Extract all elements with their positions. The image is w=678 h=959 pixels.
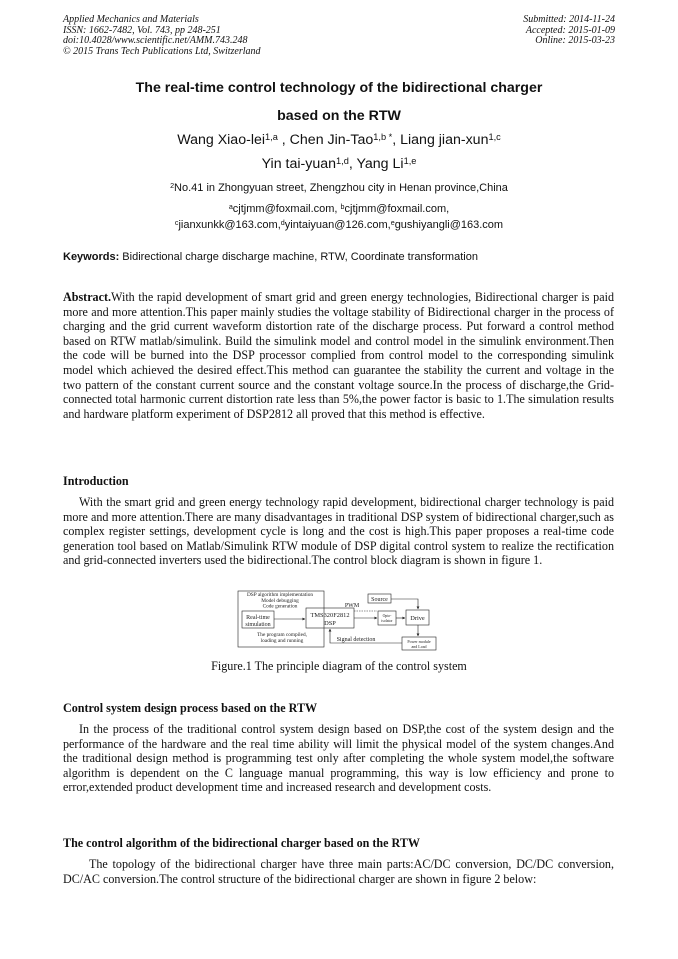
email-text: jianxunkk@163.com, bbox=[178, 219, 281, 231]
fig-label: PWM bbox=[344, 603, 360, 609]
fig-label: loading and running bbox=[260, 638, 304, 644]
date-accepted: Accepted: 2015-01-09 bbox=[525, 24, 615, 36]
author-sup: 1,d bbox=[336, 155, 349, 166]
arrow-source-to-drive bbox=[391, 599, 418, 609]
section-heading-control-design: Control system design process based on the RTW bbox=[63, 701, 318, 715]
control-design-text: In the process of the traditional control system design based on DSP,the cost of the system design and the performance of the hardware and the real time ability will limit the physical model of the system changes.And the traditional design method is programming test only after completing the whole system model,the software algorithm is dependent on the C language manual programming, this way is low efficiency and prone to error,extended product development time and increased research and development costs. bbox=[63, 722, 614, 795]
journal-name: Applied Mechanics and Materials bbox=[63, 14, 199, 25]
email-sup: d bbox=[280, 218, 285, 227]
journal-info bbox=[63, 15, 261, 57]
paper-title-line1: The real-time control technology of the bidirectional charger bbox=[135, 80, 543, 96]
keywords-text: Bidirectional charge discharge machine, RTW, Coordinate transformation bbox=[119, 251, 478, 263]
fig-label: DSP algorithm implementation bbox=[246, 592, 314, 598]
journal-copyright: © 2015 Trans Tech Publications Ltd, Switzerland bbox=[63, 45, 261, 57]
fig-label: isolator bbox=[381, 619, 393, 623]
paper-title-line2: based on the RTW bbox=[277, 108, 401, 124]
fig-label: Real-time bbox=[246, 615, 270, 621]
fig-label: Opto- bbox=[382, 614, 392, 618]
email-text: cjtjmm@foxmail.com, bbox=[344, 203, 450, 215]
section-heading-introduction: Introduction bbox=[63, 474, 129, 488]
emails-line2 bbox=[63, 219, 615, 231]
fig-label: Power module bbox=[407, 639, 431, 644]
keywords-label: Keywords: bbox=[63, 251, 120, 263]
email-sup: e bbox=[390, 218, 395, 227]
email-sup: a bbox=[228, 202, 233, 211]
fig-label: Drive bbox=[410, 615, 425, 622]
fig-label: DSP bbox=[324, 620, 336, 627]
author-sup: 1,b * bbox=[373, 131, 393, 142]
abstract-text: With the rapid development of smart grid and green energy technologies, Bidirectional charger is paid more and more attention.This paper mainly studies the voltage stability of Bidirectional charger in the process of charging and the grid current waveform distortion rate of the discharge process. Put forward a control method based on RTW matlab/simulink. Build the simulink model and control model in the simulink environment.Then the code will be burned into the DSP processor complied from control model to the corresponding simulink model which achieved the desired effect.This method can guarantee the stability the current and voltage in the two pattern of the constant current source and the constant voltage source.In the process of discharge,the Grid-connected total harmonic current distortion rate less than 5%,the power factor is basic to 1.The simulation results and hardware platform experiment of DSP2812 all proved that this method is effective. bbox=[63, 290, 614, 421]
fig-label: Signal detection bbox=[336, 637, 376, 643]
authors-line2 bbox=[63, 156, 615, 172]
author-sep: , bbox=[392, 132, 401, 148]
author-sep: , bbox=[277, 132, 290, 148]
control-algorithm-text: The topology of the bidirectional charger have three main parts:AC/DC conversion, DC/DC conversion, DC/AC conversion.The control structure of the bidirectional charger are shown in figure 2 below: bbox=[63, 857, 614, 886]
fig-label: Code generation bbox=[262, 603, 298, 610]
journal-doi: doi:10.4028/www.scientific.net/AMM.743.248 bbox=[63, 35, 248, 47]
email-sup: c bbox=[174, 218, 179, 227]
author-sup: 1,e bbox=[403, 155, 417, 166]
email-text: yintaiyuan@126.com, bbox=[284, 219, 391, 231]
author-name: Yang Li bbox=[356, 156, 404, 172]
figure-1-diagram bbox=[236, 589, 444, 651]
email-sup: b bbox=[340, 202, 345, 211]
fig-label: simulation bbox=[245, 622, 271, 628]
fig-label: TMS320F2812 bbox=[310, 612, 350, 619]
journal-issn: ISSN: 1662-7482, Vol. 743, pp 248-251 bbox=[63, 24, 221, 36]
affiliation-sup: 2 bbox=[170, 181, 175, 190]
fig-label: Source bbox=[371, 597, 388, 603]
author-sep: , bbox=[348, 156, 357, 172]
author-sup: 1,c bbox=[488, 131, 501, 142]
fig-label: and Load bbox=[411, 644, 427, 649]
section-heading-control-algorithm: The control algorithm of the bidirectional charger based on the RTW bbox=[63, 836, 421, 850]
author-name: Wang Xiao-lei bbox=[177, 132, 266, 148]
date-online: Online: 2015-03-23 bbox=[535, 35, 615, 47]
author-name: Chen Jin-Tao bbox=[289, 132, 374, 148]
emails-line1 bbox=[63, 203, 615, 215]
author-sup: 1,a bbox=[265, 131, 278, 142]
submission-dates bbox=[523, 15, 615, 47]
affiliation bbox=[63, 182, 615, 194]
abstract-label: Abstract. bbox=[63, 290, 112, 304]
keywords bbox=[63, 251, 478, 263]
date-submitted: Submitted: 2014-11-24 bbox=[523, 14, 615, 25]
email-text: cjtjmm@foxmail.com, bbox=[232, 203, 341, 215]
authors-line1 bbox=[63, 132, 615, 148]
author-name: Yin tai-yuan bbox=[261, 156, 337, 172]
fig-label: The program compiled, bbox=[257, 632, 307, 638]
abstract bbox=[63, 290, 614, 421]
author-name: Liang jian-xun bbox=[400, 132, 489, 148]
figure-1-caption: Figure.1 The principle diagram of the control system bbox=[211, 659, 467, 673]
fig-label: Model debugging bbox=[261, 598, 299, 604]
email-text: gushiyangli@163.com bbox=[394, 219, 504, 231]
affiliation-text: No.41 in Zhongyuan street, Zhengzhou city in Henan province,China bbox=[174, 182, 508, 194]
introduction-text: With the smart grid and green energy technology rapid development, bidirectional charger technology is paid more and more attention.There are many disadvantages in traditional DSP system of bidirectional charger,such as complex register settings, development cycle is long and the cost is high.This paper proposes a real-time code generation tool based on Matlab/Simulink RTW module of DSP digital control system to realize the rectification and grid-connected inverters used the bidirectional.The control block diagram is shown in figure 1. bbox=[63, 495, 614, 568]
